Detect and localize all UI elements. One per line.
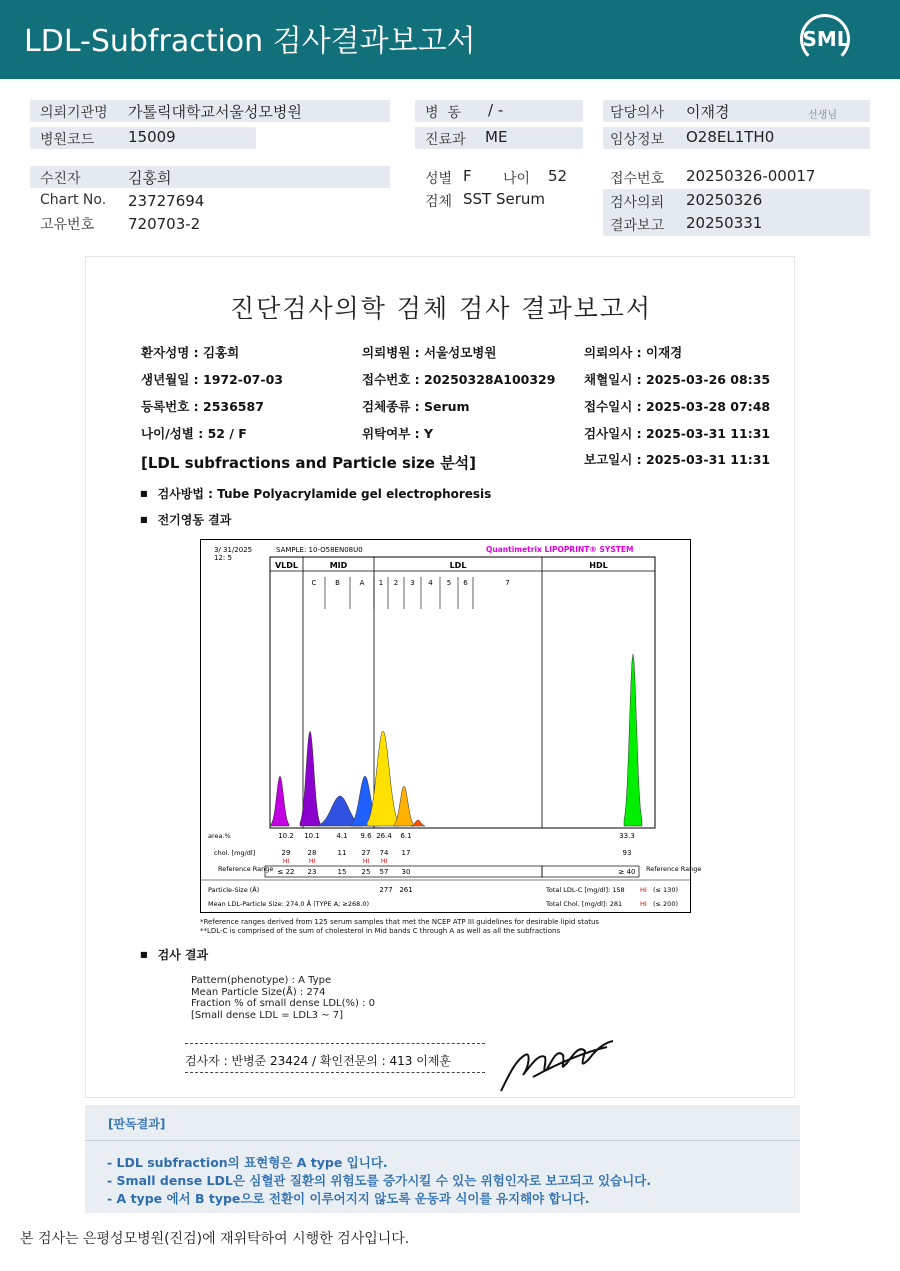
signature-line: 검사자 : 반병준 23424 / 확인전문의 : 413 이제훈 [185, 1054, 452, 1068]
chol-flag: HI [282, 858, 290, 865]
signature-image [495, 1035, 620, 1097]
chol-value: 11 [337, 849, 347, 857]
footer-note: 본 검사는 은평성모병원(진검)에 재위탁하여 시행한 검사입니다. [20, 1231, 410, 1247]
band-label-4: 4 [428, 579, 433, 587]
report-title: 진단검사의학 검체 검사 결과보고서 [229, 294, 653, 323]
patient-label: 수진자 [40, 171, 81, 187]
report-date-value: 20250331 [686, 214, 763, 232]
dept-value: ME [485, 128, 508, 146]
chol-value: 27 [361, 849, 371, 857]
hosp-code-value: 15009 [128, 128, 176, 146]
chol-flag: HI [308, 858, 316, 865]
ref-value: 25 [361, 868, 371, 876]
interpretation-item: - LDL subfraction의 표현형은 A type 입니다. [107, 1155, 388, 1170]
group-label-hdl: HDL [589, 561, 608, 570]
sex-value: F [463, 167, 472, 185]
row-label-chol: chol. [mg/dl] [214, 849, 256, 857]
total-ldl-ref: (≤ 130) [653, 886, 678, 894]
area-value: 6.1 [400, 832, 412, 840]
dept-label: 진료과 [425, 132, 466, 148]
chart-no-label: Chart No. [40, 192, 107, 208]
sig-divider-bottom [185, 1072, 485, 1073]
report-subtitle: [LDL subfractions and Particle size 분석] [141, 454, 477, 472]
doctor-value: 이재경 [686, 103, 730, 121]
report-specimen-type: 검체종류 : Serum [362, 399, 470, 414]
specimen-label: 검체 [425, 194, 453, 210]
area-value: 4.1 [336, 832, 348, 840]
hosp-code-label: 병원코드 [40, 132, 95, 148]
chart-date: 3/ 31/2025 [214, 546, 253, 554]
result-pattern: Pattern(phenotype) : A Type [191, 975, 332, 986]
particle-size-label: Particle-Size (Å) [208, 886, 260, 894]
report-date-label: 결과보고 [610, 218, 665, 234]
area-value: 10.2 [278, 832, 294, 840]
clinical-value: O28EL1TH0 [686, 128, 775, 146]
chart-notes [200, 918, 599, 935]
interpretation-header: [판독결과] [108, 1117, 166, 1131]
band-label-c: C [311, 579, 317, 587]
specimen-value: SST Serum [463, 190, 546, 208]
doctor-label: 담당의사 [610, 105, 665, 121]
ward-value: / - [488, 101, 504, 119]
group-label-vldl: VLDL [274, 561, 299, 570]
report-collect-time: 채혈일시 : 2025-03-26 08:35 [584, 372, 771, 387]
chol-value: 28 [307, 849, 317, 857]
band-label-7: 7 [505, 579, 510, 587]
receipt-value: 20250326-00017 [686, 167, 816, 185]
logo-text: SML [802, 27, 850, 51]
total-ldl-flag: HI [640, 886, 647, 894]
unique-no-label: 고유번호 [40, 217, 95, 233]
total-chol: Total Chol. [mg/dl]: 281 [546, 900, 623, 908]
doctor-suffix: 선생님 [808, 110, 837, 121]
particle-size-2: 261 [399, 886, 413, 894]
result-block [191, 975, 375, 1021]
ref-value: 15 [337, 868, 347, 876]
total-ldl: Total LDL-C [mg/dl]: 158 [546, 886, 625, 894]
ref-value: 30 [401, 868, 411, 876]
patient-row [30, 166, 390, 188]
mean-ldl-size: Mean LDL-Particle Size: 274.0 Å (TYPE A; ≥268.0) [208, 900, 369, 908]
chol-value: 93 [622, 849, 632, 857]
interpretation-item: - Small dense LDL은 심혈관 질환의 위험도를 증가시킬 수 있는 위험인자로 보고되고 있습니다. [107, 1173, 652, 1188]
row-label-ref: Reference Range [218, 865, 274, 873]
electrophoresis-chart [200, 539, 702, 913]
sex-label: 성별 [425, 171, 453, 187]
area-value: 33.3 [619, 832, 635, 840]
area-value: 10.1 [304, 832, 320, 840]
area-value: 26.4 [376, 832, 392, 840]
ref-value: 23 [307, 868, 317, 876]
interpretation-divider [85, 1140, 800, 1141]
area-value: 9.6 [360, 832, 372, 840]
report-receipt-no: 접수번호 : 20250328A100329 [362, 372, 556, 387]
group-label-mid: MID [329, 561, 348, 570]
report-consign: 위탁여부 : Y [362, 426, 434, 441]
chart-frame [201, 540, 691, 913]
report-test-time: 검사일시 : 2025-03-31 11:31 [584, 426, 771, 441]
particle-size-1: 277 [379, 886, 393, 894]
total-chol-ref: (≤ 200) [653, 900, 678, 908]
row-label-area: area.% [208, 832, 231, 840]
chart-brand: Quantimetrix LIPOPRINT® SYSTEM [486, 545, 634, 554]
result-mean-size: Mean Particle Size(Å) : 274 [191, 986, 326, 998]
chol-flag: HI [380, 858, 388, 865]
ref-value: ≥ 40 [618, 868, 636, 876]
chol-flag: HI [362, 858, 370, 865]
report-patient-name: 환자성명 : 김홍희 [141, 345, 240, 360]
chart-note-1: *Reference ranges derived from 125 serum samples that met the NCEP ATP III guidelines for desirable lipid status [200, 918, 600, 926]
request-date-label: 검사의뢰 [610, 195, 665, 211]
interpretation-box [85, 1105, 800, 1213]
chol-value: 74 [379, 849, 389, 857]
ref-value: 57 [379, 868, 389, 876]
ref-value: ≤ 22 [277, 868, 295, 876]
report-birth-date: 생년월일 : 1972-07-03 [141, 372, 283, 387]
band-label-3: 3 [410, 579, 415, 587]
age-label: 나이 [503, 171, 531, 187]
page-title: LDL-Subfraction 검사결과보고서 [24, 24, 476, 59]
report-report-time: 보고일시 : 2025-03-31 11:31 [584, 452, 771, 467]
interpretation-item: - A type 에서 B type으로 전환이 이루어지지 않도록 운동과 식이를 유지해야 합니다. [107, 1191, 590, 1206]
result-sd-fraction: Fraction % of small dense LDL(%) : 0 [191, 998, 376, 1009]
chart-note-2: **LDL-C is comprised of the sum of cholesterol in Mid bands C through A as well as all the subfractions [200, 926, 561, 935]
report-reg-no: 등록번호 : 2536587 [141, 399, 264, 414]
band-label-6: 6 [463, 579, 468, 587]
band-label-2: 2 [393, 579, 399, 587]
method-bullet: ■ 검사방법 : Tube Polyacrylamide gel electrophoresis [140, 485, 491, 502]
group-label-ldl: LDL [449, 561, 467, 570]
unique-no-value: 720703-2 [128, 215, 201, 233]
req-inst-value: 가톨릭대학교서울성모병원 [128, 103, 302, 121]
result-sd-definition: [Small dense LDL = LDL3 ~ 7] [191, 1009, 344, 1021]
sig-divider-top [185, 1043, 485, 1044]
report-receipt-time: 접수일시 : 2025-03-28 07:48 [584, 399, 771, 414]
electro-bullet: ■ 전기영동 결과 [140, 511, 231, 528]
chart-sample: SAMPLE: 10-O58EN08U0 [276, 546, 363, 554]
row-label-ref-right: Reference Range [646, 865, 702, 873]
band-label-1: 1 [378, 579, 384, 587]
clinical-label: 임상정보 [610, 132, 665, 148]
band-label-5: 5 [446, 579, 452, 587]
patient-value: 김홍희 [128, 169, 172, 187]
report-req-hospital: 의뢰병원 : 서울성모병원 [362, 345, 497, 360]
ward-label: 병 동 [425, 105, 461, 121]
receipt-label: 접수번호 [610, 171, 665, 187]
sml-logo [800, 14, 852, 66]
req-inst-label: 의뢰기관명 [40, 105, 108, 121]
request-date-value: 20250326 [686, 191, 763, 209]
band-label-a: A [359, 579, 365, 587]
result-bullet: ■ 검사 결과 [140, 946, 208, 963]
chol-value: 29 [281, 849, 291, 857]
header-bar [0, 0, 900, 79]
chart-no-value: 23727694 [128, 192, 205, 210]
report-req-doctor: 의뢰의사 : 이재경 [584, 345, 683, 360]
chol-value: 17 [401, 849, 411, 857]
age-value: 52 [548, 167, 568, 185]
total-chol-flag: HI [640, 900, 647, 908]
chart-time: 12: 5 [214, 554, 232, 562]
band-label-b: B [335, 579, 340, 587]
report-age-sex: 나이/성별 : 52 / F [141, 426, 247, 441]
